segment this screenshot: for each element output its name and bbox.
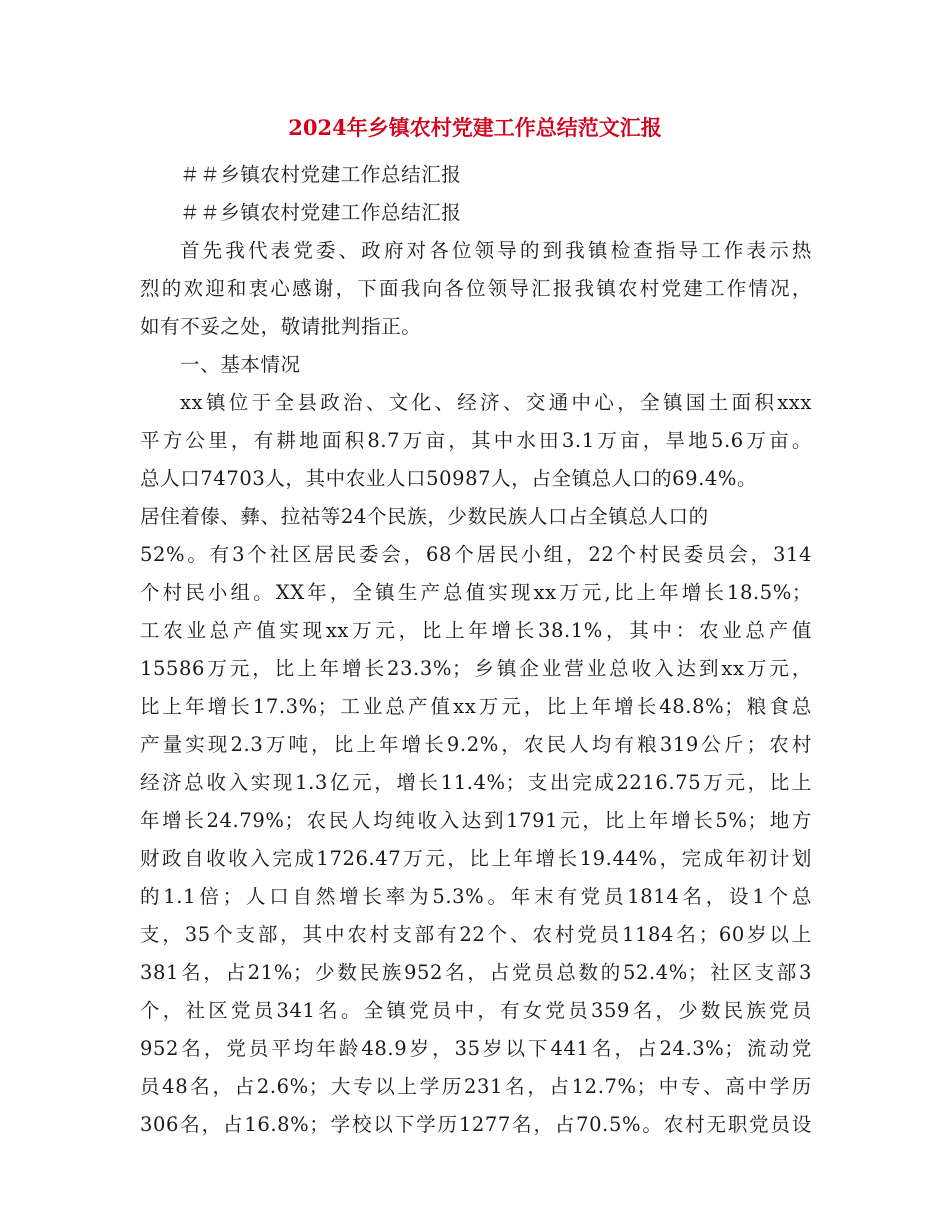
subheading-line: ＃＃乡镇农村党建工作总结汇报 — [180, 163, 462, 186]
paragraph-line: 工农业总产值实现xx万元，比上年增长38.1%，其中：农业总产值 — [140, 619, 812, 642]
paragraph-line: 52%。有3个社区居民委会，68个居民小组，22个村民委员会，314 — [140, 543, 812, 566]
paragraph-line: 比上年增长17.3%；工业总产值xx万元，比上年增长48.8%；粮食总 — [140, 695, 812, 718]
section-heading: 一、基本情况 — [180, 353, 301, 376]
paragraph-line: 年增长24.79%；农民人均纯收入达到1791元，比上年增长5%；地方 — [140, 809, 812, 832]
paragraph-line: 总人口74703人，其中农业人口50987人，占全镇总人口的69.4%。 — [140, 467, 758, 490]
paragraph-line: 平方公里，有耕地面积8.7万亩，其中水田3.1万亩，旱地5.6万亩。 — [140, 429, 812, 452]
document-body — [140, 156, 812, 1144]
paragraph-line: 15586万元，比上年增长23.3%；乡镇企业营业总收入达到xx万元， — [140, 657, 812, 680]
paragraph-line: 经济总收入实现1.3亿元，增长11.4%；支出完成2216.75万元，比上 — [140, 771, 812, 794]
paragraph-line: 个，社区党员341名。全镇党员中，有女党员359名，少数民族党员 — [140, 999, 812, 1022]
paragraph-line: 烈的欢迎和衷心感谢，下面我向各位领导汇报我镇农村党建工作情况， — [140, 277, 812, 300]
paragraph-line: 员48名，占2.6%；大专以上学历231名，占12.7%；中专、高中学历 — [140, 1075, 812, 1098]
paragraph-line: 财政自收收入完成1726.47万元，比上年增长19.44%，完成年初计划 — [140, 847, 812, 870]
paragraph-line: 个村民小组。XX年，全镇生产总值实现xx万元,比上年增长18.5%； — [140, 581, 812, 604]
paragraph-line: 支，35个支部，其中农村支部有22个、农村党员1184名；60岁以上 — [140, 923, 812, 946]
paragraph-line: 306名，占16.8%；学校以下学历1277名，占70.5%。农村无职党员设 — [140, 1113, 812, 1136]
subheading-line: ＃＃乡镇农村党建工作总结汇报 — [180, 201, 462, 224]
paragraph-line: 952名，党员平均年龄48.9岁，35岁以下441名，占24.3%；流动党 — [140, 1037, 812, 1060]
paragraph-line: xx镇位于全县政治、文化、经济、交通中心，全镇国土面积xxx — [180, 391, 812, 414]
document-title: 2024年乡镇农村党建工作总结范文汇报 — [288, 115, 662, 140]
paragraph-line: 首先我代表党委、政府对各位领导的到我镇检查指导工作表示热 — [180, 239, 812, 262]
paragraph-line: 如有不妥之处，敬请批判指正。 — [140, 315, 422, 338]
paragraph-line: 居住着傣、彝、拉祜等24个民族，少数民族人口占全镇总人口的 — [140, 505, 709, 528]
paragraph-line: 产量实现2.3万吨，比上年增长9.2%，农民人均有粮319公斤；农村 — [140, 733, 812, 756]
paragraph-line: 381名，占21%；少数民族952名，占党员总数的52.4%；社区支部3 — [140, 961, 812, 984]
paragraph-line: 的1.1倍；人口自然增长率为5.3%。年末有党员1814名，设1个总 — [140, 885, 812, 908]
